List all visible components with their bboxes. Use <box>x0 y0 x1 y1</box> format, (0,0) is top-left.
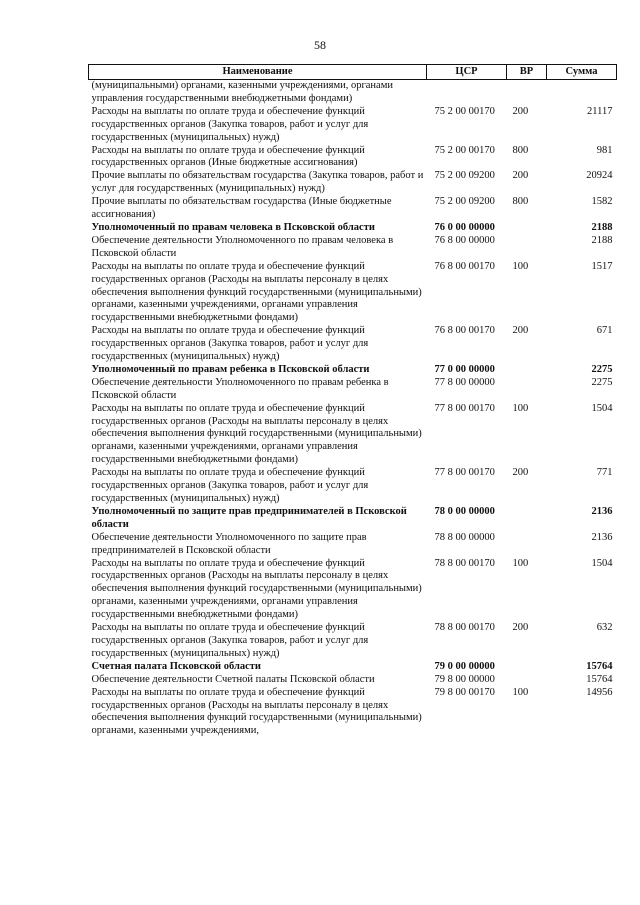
row-csr: 79 8 00 00000 <box>434 673 495 685</box>
table-row <box>89 196 617 222</box>
row-vr: 200 <box>512 622 529 634</box>
row-vr: 100 <box>512 686 529 698</box>
row-csr: 78 8 00 00170 <box>434 557 495 569</box>
row-csr <box>427 80 507 106</box>
row-vr: 200 <box>512 325 529 337</box>
row-sum: 1582 <box>591 196 613 208</box>
row-vr <box>507 661 547 674</box>
row-sum: 2188 <box>591 221 613 233</box>
row-sum: 671 <box>596 325 613 337</box>
table-row <box>89 377 617 403</box>
header-name: Наименование <box>89 65 427 80</box>
table-row <box>89 506 617 532</box>
row-csr: 78 8 00 00000 <box>434 531 495 543</box>
row-name: Обеспечение деятельности Счетной палаты Псковской области <box>91 673 375 685</box>
row-csr: 79 8 00 00170 <box>434 686 495 698</box>
row-name: Прочие выплаты по обязательствам государства (Иные бюджетные ассигнования) <box>91 196 392 221</box>
row-vr <box>507 364 547 377</box>
row-vr: 100 <box>512 402 529 414</box>
row-sum: 15764 <box>586 673 613 685</box>
header-sum: Сумма <box>547 65 617 80</box>
row-name: Уполномоченный по правам ребенка в Псковской области <box>91 363 370 375</box>
row-name: Обеспечение деятельности Уполномоченного по правам человека в Псковской области <box>91 234 394 259</box>
table-row <box>89 145 617 171</box>
row-vr: 200 <box>512 105 529 117</box>
row-name: Уполномоченный по правам человека в Псковской области <box>91 221 375 233</box>
row-sum: 632 <box>596 622 613 634</box>
table-body <box>89 80 617 739</box>
row-name: Обеспечение деятельности Уполномоченного по защите прав предпринимателей в Псковской области <box>91 531 367 556</box>
row-sum <box>547 80 617 106</box>
row-name: Расходы на выплаты по оплате труда и обеспечение функций государственных органов (Закупка товаров, работ и услуг для государственных (муниципальных) нужд) <box>91 622 369 659</box>
row-sum: 1504 <box>591 557 613 569</box>
table-row <box>89 467 617 506</box>
row-sum: 15764 <box>586 660 613 672</box>
row-vr <box>507 80 547 106</box>
row-sum: 14956 <box>586 686 613 698</box>
row-csr: 76 8 00 00170 <box>434 325 495 337</box>
row-sum: 20924 <box>586 170 613 182</box>
row-name: Прочие выплаты по обязательствам государства (Закупка товаров, работ и услуг для государственных (муниципальных) нужд) <box>91 170 424 195</box>
row-csr: 77 8 00 00170 <box>434 467 495 479</box>
table-row <box>89 687 617 739</box>
row-csr: 78 0 00 00000 <box>434 505 495 517</box>
table-header-row <box>89 65 617 80</box>
table-row <box>89 661 617 674</box>
row-name: Расходы на выплаты по оплате труда и обеспечение функций государственных органов (Закупка товаров, работ и услуг для государственных (муниципальных) нужд) <box>91 467 369 504</box>
row-csr: 75 2 00 09200 <box>434 196 495 208</box>
row-name: Расходы на выплаты по оплате труда и обеспечение функций государственных органов (Закупка товаров, работ и услуг для государственных (муниципальных) нужд) <box>91 325 369 363</box>
row-sum: 771 <box>596 467 613 479</box>
row-name: Расходы на выплаты по оплате труда и обеспечение функций государственных органов (Расходы на выплаты персоналу в целях обеспечения выполнения функций государственными (муниципальными) органами, казенными учреждениями, <box>91 686 422 737</box>
table-row <box>89 222 617 235</box>
row-vr <box>507 506 547 532</box>
table-row <box>89 364 617 377</box>
row-name: Обеспечение деятельности Уполномоченного по правам ребенка в Псковской области <box>91 376 389 401</box>
row-name: Расходы на выплаты по оплате труда и обеспечение функций государственных органов (Расходы на выплаты персоналу в целях обеспечения выполнения функций государственными (муниципальными) органами, казенными учреждениями, органами управления государственными внебюджетными фондами) <box>91 402 422 466</box>
header-csr: ЦСР <box>427 65 507 80</box>
row-csr: 77 8 00 00170 <box>434 402 495 414</box>
row-sum: 2275 <box>591 376 613 388</box>
row-vr: 200 <box>512 467 529 479</box>
table-row <box>89 325 617 364</box>
row-csr: 78 8 00 00170 <box>434 622 495 634</box>
row-name: Уполномоченный по защите прав предпринимателей в Псковской области <box>91 505 407 530</box>
table-row <box>89 80 617 106</box>
row-vr <box>507 235 547 261</box>
page-number: 58 <box>314 38 326 52</box>
row-vr <box>507 532 547 558</box>
row-name: Расходы на выплаты по оплате труда и обеспечение функций государственных органов (Расходы на выплаты персоналу в целях обеспечения выполнения функций государственными (муниципальными) органами, казенными учреждениями, органами управления государственными внебюджетными фондами) <box>91 260 422 324</box>
table-row <box>89 622 617 661</box>
row-csr: 79 0 00 00000 <box>434 660 495 672</box>
row-vr: 100 <box>512 557 529 569</box>
row-csr: 77 0 00 00000 <box>434 363 495 375</box>
row-csr: 75 2 00 00170 <box>434 105 495 117</box>
row-vr <box>507 377 547 403</box>
row-sum: 2136 <box>591 505 613 517</box>
row-name: Счетная палата Псковской области <box>91 660 261 672</box>
row-csr: 76 8 00 00000 <box>434 234 495 246</box>
table-row <box>89 674 617 687</box>
row-sum: 21117 <box>587 105 613 117</box>
row-csr: 75 2 00 09200 <box>434 170 495 182</box>
table-row <box>89 403 617 468</box>
row-name: Расходы на выплаты по оплате труда и обеспечение функций государственных органов (Иные бюджетные ассигнования) <box>91 144 365 169</box>
row-sum: 981 <box>596 144 613 156</box>
table-row <box>89 532 617 558</box>
table-row <box>89 235 617 261</box>
row-name: Расходы на выплаты по оплате труда и обеспечение функций государственных органов (Расходы на выплаты персоналу в целях обеспечения выполнения функций государственными (муниципальными) органами, казенными учреждениями, органами управления государственными внебюджетными фондами) <box>91 557 422 621</box>
row-vr: 100 <box>512 260 529 272</box>
budget-table <box>88 64 617 738</box>
row-vr: 200 <box>512 170 529 182</box>
table-row <box>89 106 617 145</box>
table-row <box>89 261 617 326</box>
row-name: Расходы на выплаты по оплате труда и обеспечение функций государственных органов (Закупка товаров, работ и услуг для государственных (муниципальных) нужд) <box>91 105 369 143</box>
row-csr: 76 0 00 00000 <box>434 221 495 233</box>
row-sum: 1504 <box>591 402 613 414</box>
row-csr: 75 2 00 00170 <box>434 144 495 156</box>
row-csr: 77 8 00 00000 <box>434 376 495 388</box>
row-name: (муниципальными) органами, казенными учреждениями, органами управления государственными внебюджетными фондами) <box>91 80 393 104</box>
row-vr: 800 <box>512 196 529 208</box>
row-sum: 2188 <box>591 234 613 246</box>
row-vr <box>507 222 547 235</box>
row-sum: 1517 <box>591 260 613 272</box>
table-row <box>89 170 617 196</box>
row-sum: 2136 <box>591 531 613 543</box>
header-vr: ВР <box>507 65 547 80</box>
row-vr: 800 <box>512 144 529 156</box>
table-row <box>89 558 617 623</box>
row-vr <box>507 674 547 687</box>
row-csr: 76 8 00 00170 <box>434 260 495 272</box>
row-sum: 2275 <box>591 363 613 375</box>
